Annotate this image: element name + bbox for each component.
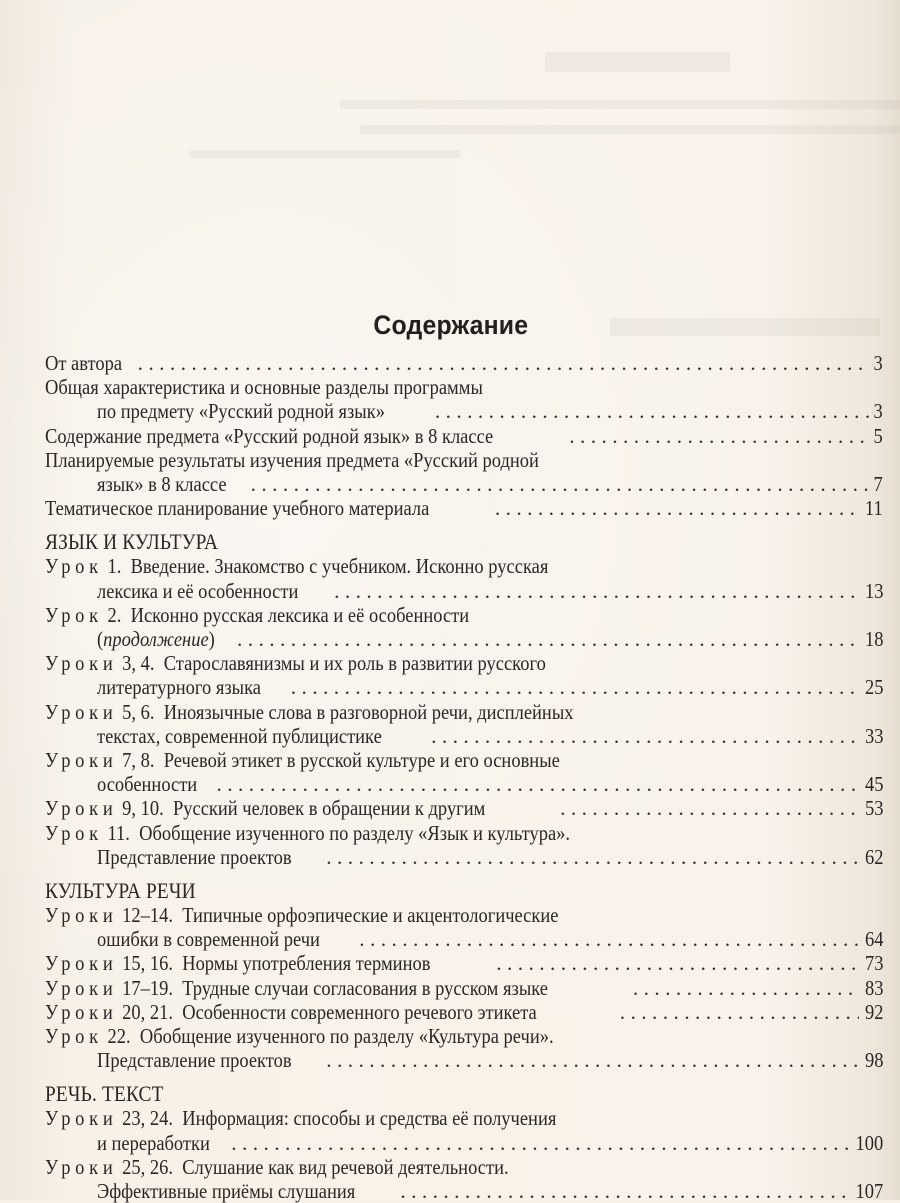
dot-leader <box>431 724 858 748</box>
toc-entry-text <box>45 1106 556 1130</box>
lesson-label: Уроки <box>45 1106 118 1131</box>
toc-entry-first-line <box>45 496 883 520</box>
toc-entry-continuation <box>45 579 883 603</box>
toc-entry[interactable] <box>45 1106 883 1154</box>
dot-leader <box>495 496 859 520</box>
toc-entry-text <box>45 1155 509 1179</box>
dot-leader <box>237 627 859 651</box>
lesson-label: Урок <box>45 602 103 627</box>
bleed-through-line <box>360 125 900 134</box>
toc-entry-title-text: текстах, современной публицистике <box>97 723 382 748</box>
toc-entry-text <box>97 675 261 699</box>
toc-entry-text <box>45 448 539 472</box>
toc-entry[interactable] <box>45 1024 883 1072</box>
toc-entry-title-text: литературного языка <box>97 675 261 700</box>
toc-entry[interactable] <box>45 375 883 423</box>
toc-entry[interactable] <box>45 448 883 496</box>
toc-entry-text <box>45 496 429 520</box>
page-number: 13 <box>864 578 883 603</box>
lesson-number: 12–14. <box>122 903 173 928</box>
toc-entry[interactable] <box>45 976 883 1000</box>
section-heading-text: ЯЗЫК И КУЛЬТУРА <box>45 529 219 555</box>
dot-leader <box>496 951 858 975</box>
page-number: 3 <box>873 399 883 424</box>
toc-entry-text <box>45 375 483 399</box>
toc-entry[interactable] <box>45 1000 883 1024</box>
lesson-label: Уроки <box>45 951 118 976</box>
toc-entry[interactable] <box>45 903 883 951</box>
toc-entry-first-line <box>45 700 883 724</box>
toc-entry[interactable] <box>45 603 883 651</box>
lesson-label: Уроки <box>45 999 118 1024</box>
toc-entry-text <box>45 603 469 627</box>
toc-entry-first-line <box>45 375 883 399</box>
dot-leader <box>291 675 859 699</box>
toc-entry-text <box>97 399 385 423</box>
toc-entry-text <box>97 1131 210 1155</box>
dot-leader <box>560 796 858 820</box>
lesson-number: 20, 21. <box>122 999 173 1024</box>
toc-entry-title-text: Трудные случаи согласования в русском языке <box>182 975 548 1000</box>
toc-entry-continuation <box>45 1179 883 1203</box>
toc-entry-first-line <box>45 424 883 448</box>
lesson-number: 11. <box>107 820 130 845</box>
toc-entry-title-text: ошибки в современной речи <box>97 927 320 952</box>
toc-entry-text <box>97 927 320 951</box>
toc-entry-title-text: Русский человек в обращении к другим <box>172 796 486 821</box>
toc-entry-first-line <box>45 603 883 627</box>
toc-entry[interactable] <box>45 1155 883 1203</box>
toc-entry-text <box>97 1048 292 1072</box>
dot-leader <box>138 351 870 375</box>
toc-entry[interactable] <box>45 821 883 869</box>
toc-entry-text <box>97 472 227 496</box>
page-number: 107 <box>855 1179 883 1203</box>
toc-entry-continuation <box>45 927 883 951</box>
lesson-number: 17–19. <box>122 975 173 1000</box>
page-number: 45 <box>864 772 883 797</box>
toc-entry-text <box>45 951 430 975</box>
toc-entry[interactable] <box>45 796 883 820</box>
toc-entry[interactable] <box>45 651 883 699</box>
dot-leader <box>400 1179 847 1203</box>
dot-leader <box>620 1000 859 1024</box>
lesson-label: Уроки <box>45 699 118 724</box>
toc-entry-title-text: Обобщение изученного по разделу «Язык и культура». <box>139 820 571 845</box>
section-heading <box>45 1081 883 1106</box>
page-number: 3 <box>873 351 883 375</box>
section-heading-text: РЕЧЬ. ТЕКСТ <box>45 1081 164 1107</box>
lesson-number: 1. <box>107 554 122 579</box>
toc-entry-title-text: Тематическое планирование учебного материала <box>45 496 430 521</box>
toc-entry-first-line <box>45 796 883 820</box>
page-number: 98 <box>864 1048 883 1073</box>
toc-entry-continuation <box>45 1048 883 1072</box>
page-number: 33 <box>864 723 883 748</box>
toc-entry-text <box>45 1024 554 1048</box>
toc-entry-title-text: и переработки <box>97 1130 210 1155</box>
toc-entry-title-text: Эффективные приёмы слушания <box>97 1179 356 1203</box>
page-number: 5 <box>873 423 883 448</box>
toc-entry-text <box>45 424 493 448</box>
page-number: 53 <box>864 796 883 821</box>
page-title: Содержание <box>373 310 529 340</box>
lesson-label: Уроки <box>45 975 118 1000</box>
dot-leader <box>217 772 859 796</box>
toc-entry-continuation <box>45 1131 883 1155</box>
toc-entry[interactable] <box>45 700 883 748</box>
toc-entry-first-line <box>45 448 883 472</box>
toc-entry-title-text: Особенности современного речевого этикета <box>182 999 537 1024</box>
page-number: 92 <box>864 999 883 1024</box>
toc-entry-title-text: Нормы употребления терминов <box>182 951 431 976</box>
toc-entry-title-text: Общая характеристика и основные разделы программы <box>45 375 483 400</box>
toc-entry-text <box>97 579 298 603</box>
page-number: 64 <box>864 927 883 952</box>
dot-leader <box>231 1131 847 1155</box>
lesson-number: 23, 24. <box>122 1106 173 1131</box>
toc-entry-text <box>45 976 548 1000</box>
toc-entry-title-text: Представление проектов <box>97 844 292 869</box>
toc-entry-first-line <box>45 351 883 375</box>
toc-entry-first-line <box>45 651 883 675</box>
toc-entry-first-line <box>45 554 883 578</box>
section-heading <box>45 529 883 554</box>
toc-entry-title-text: Обобщение изученного по разделу «Культура речи». <box>139 1024 554 1049</box>
toc-entry-continuation <box>45 845 883 869</box>
toc-entry[interactable] <box>45 951 883 975</box>
page-number: 7 <box>873 472 883 497</box>
toc-entry-continuation <box>45 472 883 496</box>
lesson-number: 9, 10. <box>122 796 164 821</box>
toc-entry-text <box>45 903 558 927</box>
toc-entry[interactable] <box>45 554 883 602</box>
toc-entry[interactable] <box>45 496 883 520</box>
page-number: 100 <box>855 1130 883 1155</box>
toc-entry-title-text: Исконно русская лексика и её особенности <box>130 602 470 627</box>
toc-entry-continuation <box>45 399 883 423</box>
lesson-label: Урок <box>45 820 103 845</box>
lesson-label: Урок <box>45 1024 103 1049</box>
toc-entry-first-line <box>45 821 883 845</box>
page-number: 18 <box>864 627 883 652</box>
toc-entry-text <box>45 351 122 375</box>
lesson-number: 15, 16. <box>122 951 173 976</box>
lesson-label: Уроки <box>45 748 118 773</box>
toc-entry-title-text: От автора <box>45 351 123 375</box>
lesson-number: 5, 6. <box>122 699 155 724</box>
dot-leader <box>569 424 869 448</box>
toc-entry-first-line <box>45 903 883 927</box>
toc-entry-title-text: Введение. Знакомство с учебником. Исконно русская <box>130 554 549 579</box>
toc-entry-title-text: продолжение <box>103 627 209 652</box>
toc-entry-title-text: по предмету «Русский родной язык» <box>97 399 385 424</box>
page-number: 11 <box>865 496 883 521</box>
toc-entry-text <box>97 724 382 748</box>
bleed-through-line <box>190 150 460 158</box>
toc-entry-text <box>97 845 292 869</box>
toc-entry-first-line <box>45 976 883 1000</box>
toc-entry-continuation <box>45 724 883 748</box>
toc-entry-title-text: Содержание предмета «Русский родной язык» в 8 классе <box>45 423 494 448</box>
lesson-label: Уроки <box>45 1154 118 1179</box>
toc-entry-title-text: язык» в 8 классе <box>97 472 227 497</box>
toc-entry[interactable] <box>45 351 883 375</box>
toc-entry-title-text: Планируемые результаты изучения предмета «Русский родной <box>45 447 539 472</box>
lesson-number: 22. <box>107 1024 131 1049</box>
lesson-number: 3, 4. <box>122 651 155 676</box>
toc-entry-title-text: Слушание как вид речевой деятельности. <box>182 1154 509 1179</box>
toc-entry[interactable] <box>45 748 883 796</box>
toc-entry-title-text: Старославянизмы и их роль в развитии русского <box>163 651 546 676</box>
toc-entry-text <box>45 554 548 578</box>
dot-leader <box>633 976 859 1000</box>
toc-entry-text <box>45 700 573 724</box>
toc-entry-first-line <box>45 1155 883 1179</box>
dot-leader <box>251 472 870 496</box>
page-number: 73 <box>864 951 883 976</box>
toc-entry-text <box>97 772 197 796</box>
toc-entry-text: (продолжение) <box>97 627 215 652</box>
dot-leader <box>435 399 869 423</box>
toc-entry-first-line <box>45 1000 883 1024</box>
dot-leader <box>359 927 858 951</box>
lesson-label: Уроки <box>45 796 118 821</box>
dot-leader <box>334 579 858 603</box>
lesson-label: Урок <box>45 554 103 579</box>
toc-entry-text <box>97 1179 355 1203</box>
toc-entry-title-text: Речевой этикет в русской культуре и его основные <box>163 748 560 773</box>
toc-entry[interactable] <box>45 424 883 448</box>
toc-entry-text <box>45 1000 537 1024</box>
toc-entry-title-text: Информация: способы и средства её получения <box>182 1106 557 1131</box>
toc-entry-title-text: лексика и её особенности <box>97 578 299 603</box>
toc-entry-first-line <box>45 951 883 975</box>
lesson-number: 25, 26. <box>122 1154 173 1179</box>
dot-leader <box>326 845 858 869</box>
toc-entry-continuation <box>45 675 883 699</box>
toc-entry-first-line <box>45 1106 883 1130</box>
toc-entry-title-text: Представление проектов <box>97 1048 292 1073</box>
bleed-through-line <box>340 100 900 109</box>
toc-entry-text <box>45 796 485 820</box>
toc-entry-title-text: Типичные орфоэпические и акцентологические <box>182 903 559 928</box>
lesson-label: Уроки <box>45 903 118 928</box>
toc-entry-text <box>45 821 570 845</box>
page-number: 25 <box>864 675 883 700</box>
lesson-number: 2. <box>107 602 122 627</box>
toc-entry-text <box>45 651 546 675</box>
page-number: 83 <box>864 975 883 1000</box>
toc-entry-text <box>45 748 560 772</box>
toc-entry-title-text: Иноязычные слова в разговорной речи, дисплейных <box>163 699 574 724</box>
toc-entry-first-line <box>45 748 883 772</box>
lesson-number: 7, 8. <box>122 748 155 773</box>
toc-entry-first-line <box>45 1024 883 1048</box>
dot-leader <box>326 1048 858 1072</box>
section-heading <box>45 878 883 903</box>
page-number: 62 <box>864 844 883 869</box>
toc-entry-continuation <box>45 772 883 796</box>
section-heading-text: КУЛЬТУРА РЕЧИ <box>45 878 196 904</box>
toc-entry-continuation <box>45 627 883 651</box>
bleed-through-heading <box>545 52 730 72</box>
lesson-label: Уроки <box>45 651 118 676</box>
toc-entry-title-text: особенности <box>97 772 198 797</box>
table-of-contents <box>45 351 883 1203</box>
